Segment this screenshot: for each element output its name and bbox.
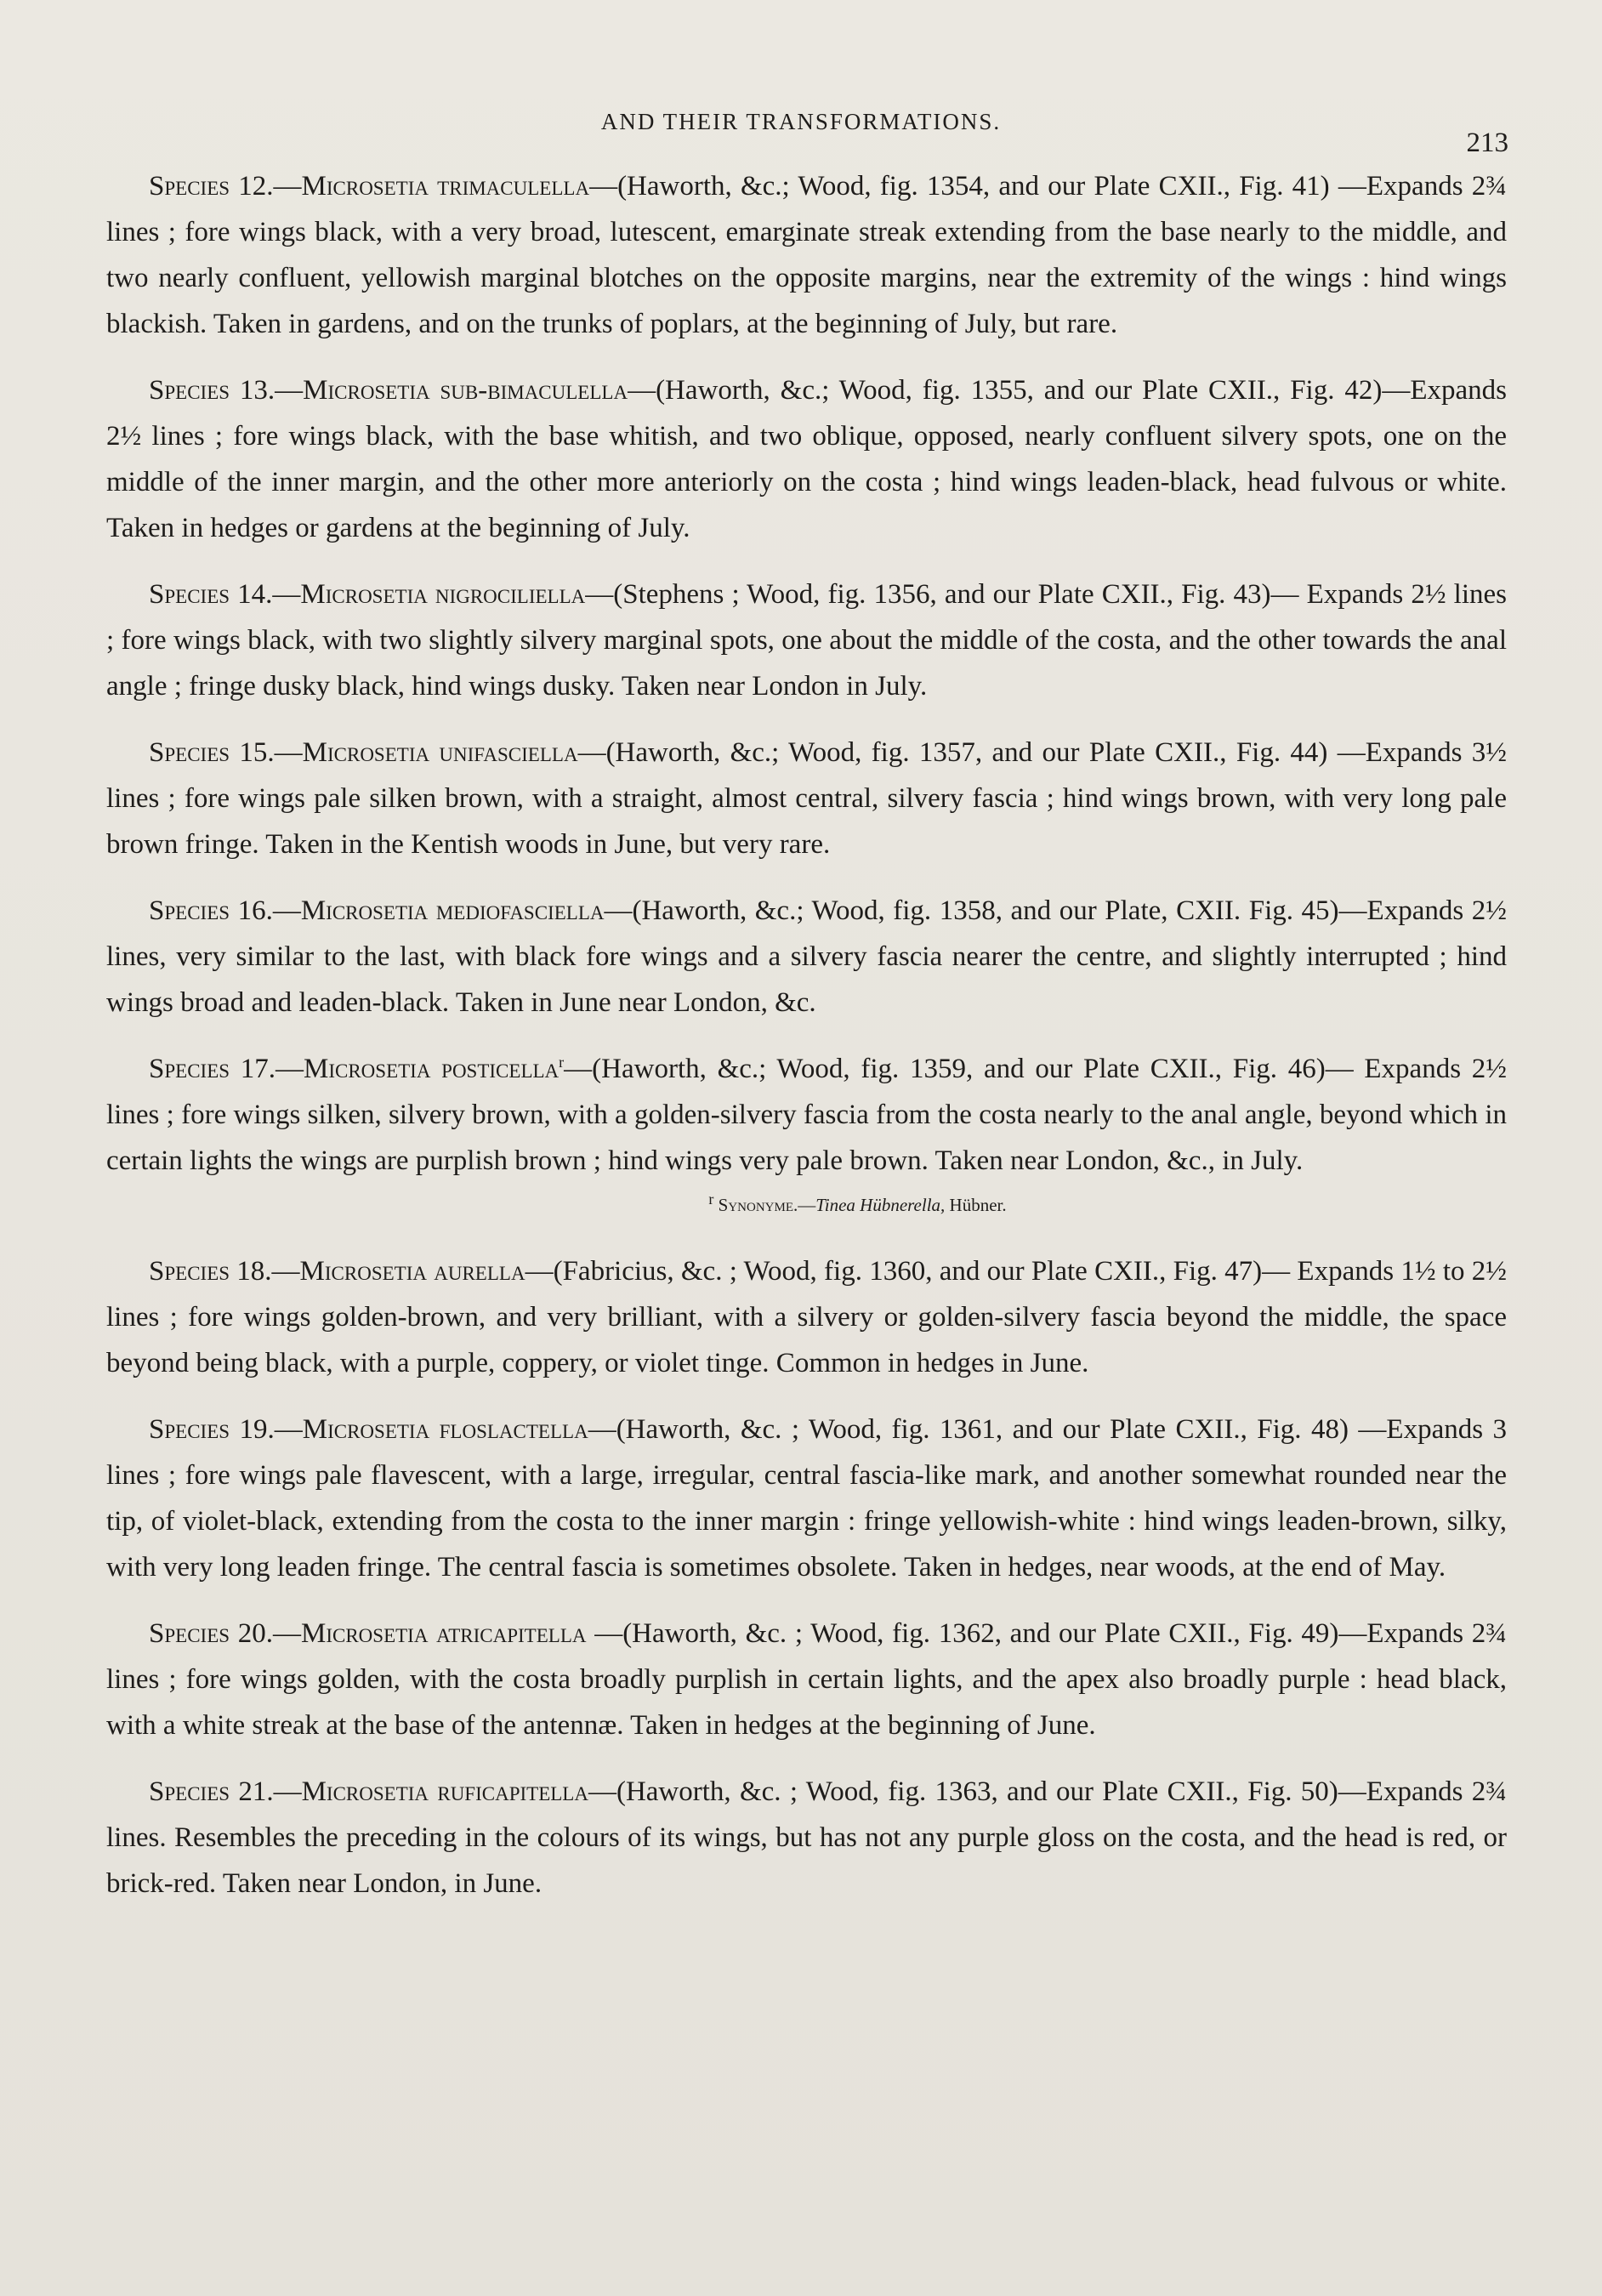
page-body (106, 163, 1507, 1927)
species-number: Species 19. (149, 1414, 275, 1445)
species-number: Species 20. (149, 1618, 273, 1649)
separator: — (274, 737, 303, 768)
footnote-dash: — (798, 1195, 816, 1215)
species-number: Species 17. (149, 1054, 276, 1084)
footnote-mark: r (708, 1191, 714, 1208)
species-description: —(Haworth, &c.; Wood, fig. 1358, and our Plate, CXII. Fig. 45)—Expands 2½ lines, very similar to the last, with black fore wings and a silvery fascia nearer the centre, and slightly interrupted ; hind wings broad and leaden-black. Taken in June near London, &c. (106, 895, 1507, 1018)
species-entry-15 (106, 730, 1507, 867)
separator: — (274, 1414, 303, 1445)
species-name: Microsetia unifasciella (302, 737, 578, 768)
separator: — (273, 1618, 301, 1649)
species-name: Microsetia nigrociliella (300, 579, 586, 610)
species-description: —(Haworth, &c.; Wood, fig. 1357, and our Plate CXII., Fig. 44) —Expands 3½ lines ; fore wings pale silken brown, with a straight, almost central, silvery fascia ; hind wings brown, with very long pale brown fringe. Taken in the Kentish woods in June, but very rare. (106, 737, 1508, 860)
footnote-author: Hübner. (945, 1195, 1007, 1215)
species-entry-13 (106, 367, 1507, 551)
species-number: Species 15. (149, 737, 275, 768)
species-description: —(Fabricius, &c. ; Wood, fig. 1360, and our Plate CXII., Fig. 47)— Expands 1½ to 2½ lines ; fore wings golden-brown, and very brilliant, with a silvery or golden-silvery fascia beyond the middle, the space beyond being black, with a purple, coppery, or violet tinge. Common in hedges in June. (106, 1256, 1507, 1378)
footnote-label: Synonyme. (718, 1195, 798, 1215)
footnote-mark: r (559, 1054, 565, 1071)
species-name: Microsetia posticella (304, 1054, 560, 1084)
species-number: Species 14. (149, 579, 273, 610)
species-description: —(Haworth, &c. ; Wood, fig. 1361, and our Plate CXII., Fig. 48) —Expands 3 lines ; fore wings pale flavescent, with a large, irregular, central fascia-like mark, and another somewhat rounded near the tip, of violet-black, extending from the costa to the inner margin : fringe yellowish-white : hind wings leaden-brown, silky, with very long leaden fringe. The central fascia is sometimes obsolete. Taken in hedges, near woods, at the end of May. (106, 1414, 1507, 1583)
species-entry-16 (106, 888, 1507, 1026)
species-name: Microsetia floslactella (302, 1414, 588, 1445)
separator: — (272, 579, 301, 610)
species-description: —(Haworth, &c.; Wood, fig. 1359, and our Plate CXII., Fig. 46)— Expands 2½ lines ; fore wings silken, silvery brown, with a golden-silvery fascia from the costa nearly to the anal angle, beyond which in certain lights the wings are purplish brown ; hind wings very pale brown. Taken near London, &c., in July. (106, 1054, 1508, 1176)
page-number: 213 (1466, 128, 1508, 158)
species-name: Microsetia aurella (299, 1256, 525, 1287)
species-name: Microsetia ruficapitella (301, 1776, 588, 1807)
separator: — (276, 1054, 304, 1084)
footnote (208, 1192, 1507, 1218)
separator: — (273, 171, 302, 202)
species-number: Species 21. (149, 1776, 274, 1807)
species-number: Species 18. (149, 1256, 272, 1287)
running-head: AND THEIR TRANSFORMATIONS. (600, 109, 1002, 134)
species-name: Microsetia mediofasciella (300, 895, 605, 926)
species-description: —(Stephens ; Wood, fig. 1356, and our Plate CXII., Fig. 43)— Expands 2½ lines ; fore wings black, with two slightly silvery marginal spots, one about the middle of the costa, and the other towards the anal angle ; fringe dusky black, hind wings dusky. Taken near London in July. (106, 579, 1507, 702)
species-description: —(Haworth, &c. ; Wood, fig. 1363, and our Plate CXII., Fig. 50)—Expands 2¾ lines. Resembles the preceding in the colours of its wings, but has not any purple gloss on the costa, and the head is red, or brick-red. Taken near London, in June. (106, 1776, 1507, 1899)
species-entry-21 (106, 1769, 1507, 1907)
species-entry-20 (106, 1611, 1507, 1748)
species-entry-19 (106, 1407, 1507, 1590)
separator: — (273, 1776, 302, 1807)
species-description: —(Haworth, &c. ; Wood, fig. 1362, and our Plate CXII., Fig. 49)—Expands 2¾ lines ; fore wings golden, with the costa broadly purplish in certain lights, and the apex also broadly purple : head black, with a white streak at the base of the antennæ. Taken in hedges at the beginning of June. (106, 1618, 1507, 1741)
species-entry-17 (106, 1046, 1507, 1184)
separator: — (275, 375, 304, 406)
species-number: Species 16. (149, 895, 273, 926)
separator: — (272, 895, 301, 926)
species-entry-18 (106, 1248, 1507, 1386)
species-number: Species 12. (149, 171, 274, 202)
footnote-synonym: Tinea Hübnerella, (815, 1195, 946, 1215)
species-entry-12 (106, 163, 1507, 347)
species-description: —(Haworth, &c.; Wood, fig. 1355, and our Plate CXII., Fig. 42)—Expands 2½ lines ; fore wings black, with the base whitish, and two oblique, opposed, nearly confluent silvery spots, one on the middle of the inner margin, and the other more anteriorly on the costa ; hind wings leaden-black, head fulvous or white. Taken in hedges or gardens at the beginning of July. (106, 375, 1507, 543)
species-description: —(Haworth, &c.; Wood, fig. 1354, and our Plate CXII., Fig. 41) —Expands 2¾ lines ; fore wings black, with a very broad, lutescent, emarginate streak extending from the base nearly to the middle, and two nearly confluent, yellowish marginal blotches on the opposite margins, near the extremity of the wings : hind wings blackish. Taken in gardens, and on the trunks of poplars, at the beginning of July, but rare. (106, 171, 1508, 339)
species-name: Microsetia sub-bimaculella (303, 375, 628, 406)
species-name: Microsetia atricapitella (301, 1618, 587, 1649)
separator: — (271, 1256, 300, 1287)
species-entry-14 (106, 571, 1507, 709)
species-name: Microsetia trimaculella (301, 171, 590, 202)
species-number: Species 13. (149, 375, 276, 406)
